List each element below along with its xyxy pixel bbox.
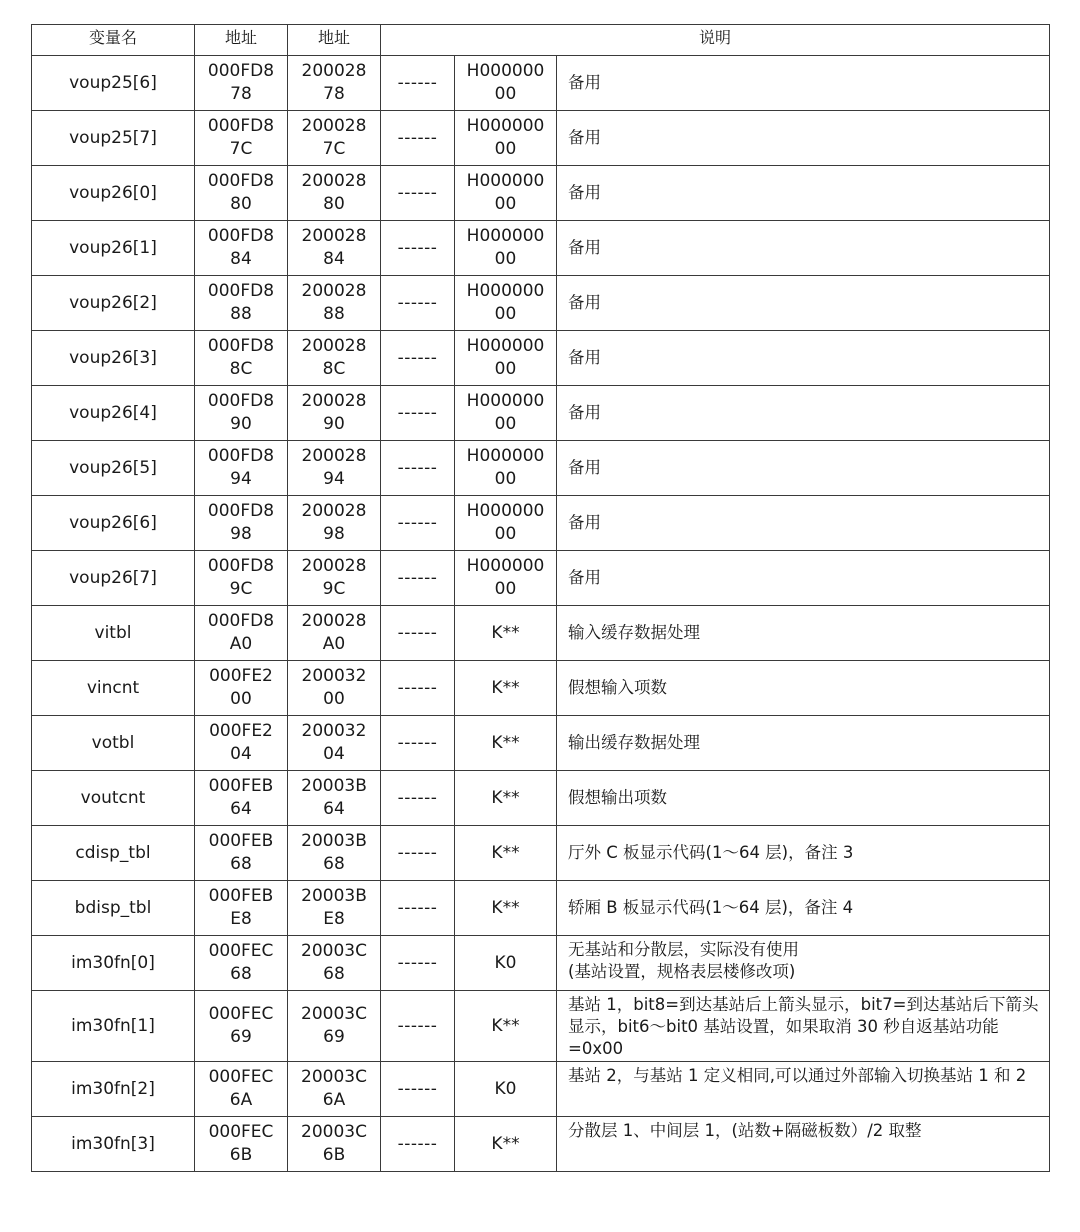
- value-cell-text: H00000000: [466, 556, 545, 599]
- address-2-cell-text: 20002890: [301, 391, 367, 434]
- address-2-cell: [288, 496, 381, 551]
- address-2-cell-text: 200028A0: [301, 611, 367, 654]
- placeholder-dash-cell: ------: [381, 936, 455, 991]
- address-1-cell: [195, 441, 288, 496]
- table-row: [32, 991, 1050, 1062]
- variable-table: [31, 24, 1050, 1172]
- table-row: [32, 771, 1050, 826]
- address-2-cell: [288, 1117, 381, 1172]
- placeholder-dash-cell: ------: [381, 551, 455, 606]
- address-1-cell: [195, 1117, 288, 1172]
- table-row: [32, 1117, 1050, 1172]
- address-1-cell-text: 000FEBE8: [208, 886, 274, 929]
- address-1-cell-text: 000FD880: [207, 171, 275, 214]
- address-2-cell-text: 20003B64: [301, 776, 367, 819]
- address-2-cell-text: 20003C6B: [301, 1122, 367, 1165]
- description-cell: 厅外 C 板显示代码(1～64 层)，备注 3: [557, 826, 1050, 881]
- value-cell-text: H00000000: [466, 336, 545, 379]
- description-cell: 轿厢 B 板显示代码(1～64 层)，备注 4: [557, 881, 1050, 936]
- address-1-cell-text: 000FD884: [207, 226, 275, 269]
- value-cell-text: H00000000: [466, 446, 545, 489]
- table-row: [32, 441, 1050, 496]
- variable-name-cell: voup25[6]: [32, 56, 195, 111]
- address-2-cell: [288, 221, 381, 276]
- address-2-cell: [288, 936, 381, 991]
- address-2-cell: [288, 276, 381, 331]
- value-cell: K**: [455, 826, 557, 881]
- value-cell: [455, 331, 557, 386]
- value-cell: K0: [455, 936, 557, 991]
- variable-name-cell: voup26[5]: [32, 441, 195, 496]
- table-row: [32, 1062, 1050, 1117]
- placeholder-dash-cell: ------: [381, 166, 455, 221]
- address-1-cell: [195, 991, 288, 1062]
- address-2-cell: [288, 771, 381, 826]
- variable-name-cell: im30fn[2]: [32, 1062, 195, 1117]
- value-cell-text: H00000000: [466, 61, 545, 104]
- address-2-cell-text: 20003C6A: [301, 1067, 367, 1110]
- value-cell: K**: [455, 606, 557, 661]
- address-2-cell-text: 20002880: [301, 171, 367, 214]
- variable-name-cell: voup25[7]: [32, 111, 195, 166]
- value-cell: [455, 441, 557, 496]
- address-1-cell: [195, 1062, 288, 1117]
- address-2-cell: [288, 661, 381, 716]
- address-1-cell-text: 000FD898: [207, 501, 275, 544]
- description-cell: 基站 2，与基站 1 定义相同,可以通过外部输入切换基站 1 和 2: [557, 1062, 1050, 1117]
- address-2-cell: [288, 991, 381, 1062]
- table-row: [32, 166, 1050, 221]
- address-2-cell-text: 2000288C: [301, 336, 367, 379]
- address-2-cell-text: 20003200: [301, 666, 367, 709]
- address-2-cell: [288, 331, 381, 386]
- address-1-cell-text: 000FEC68: [208, 941, 274, 984]
- address-1-cell: [195, 771, 288, 826]
- value-cell: K**: [455, 771, 557, 826]
- address-1-cell: [195, 56, 288, 111]
- variable-name-cell: voup26[0]: [32, 166, 195, 221]
- description-cell: 无基站和分散层，实际没有使用 (基站设置，规格表层楼修改项): [557, 936, 1050, 991]
- address-1-cell-text: 000FE204: [209, 721, 273, 764]
- address-2-cell: [288, 441, 381, 496]
- placeholder-dash-cell: ------: [381, 276, 455, 331]
- address-1-cell: [195, 496, 288, 551]
- value-cell: [455, 496, 557, 551]
- address-2-cell-text: 2000287C: [301, 116, 367, 159]
- address-1-cell-text: 000FE200: [209, 666, 273, 709]
- address-2-cell-text: 20002888: [301, 281, 367, 324]
- address-1-cell: [195, 166, 288, 221]
- table-row: [32, 551, 1050, 606]
- variable-name-cell: voup26[1]: [32, 221, 195, 276]
- value-cell-text: H00000000: [466, 226, 545, 269]
- address-1-cell-text: 000FD8A0: [207, 611, 275, 654]
- value-cell: [455, 221, 557, 276]
- placeholder-dash-cell: ------: [381, 1062, 455, 1117]
- placeholder-dash-cell: ------: [381, 386, 455, 441]
- address-2-cell-text: 20003C68: [301, 941, 367, 984]
- value-cell: [455, 111, 557, 166]
- description-cell: 假想输入项数: [557, 661, 1050, 716]
- value-cell: K**: [455, 1117, 557, 1172]
- address-2-cell: [288, 111, 381, 166]
- header-address-2: 地址: [288, 25, 381, 56]
- table-header-row: [32, 25, 1050, 56]
- address-1-cell: [195, 661, 288, 716]
- value-cell-text: H00000000: [466, 281, 545, 324]
- address-1-cell-text: 000FEB64: [208, 776, 274, 819]
- address-2-cell: [288, 386, 381, 441]
- address-1-cell: [195, 551, 288, 606]
- table-body: [32, 56, 1050, 1172]
- table-row: [32, 221, 1050, 276]
- variable-name-cell: vitbl: [32, 606, 195, 661]
- table-row: [32, 496, 1050, 551]
- variable-name-cell: vincnt: [32, 661, 195, 716]
- placeholder-dash-cell: ------: [381, 1117, 455, 1172]
- value-cell: [455, 166, 557, 221]
- table-row: [32, 661, 1050, 716]
- address-1-cell-text: 000FD87C: [207, 116, 275, 159]
- address-1-cell: [195, 606, 288, 661]
- header-variable-name: 变量名: [32, 25, 195, 56]
- value-cell: K**: [455, 881, 557, 936]
- placeholder-dash-cell: ------: [381, 991, 455, 1062]
- description-cell: 输出缓存数据处理: [557, 716, 1050, 771]
- description-cell: 备用: [557, 496, 1050, 551]
- placeholder-dash-cell: ------: [381, 331, 455, 386]
- address-1-cell-text: 000FD894: [207, 446, 275, 489]
- description-cell: 备用: [557, 386, 1050, 441]
- table-row: [32, 276, 1050, 331]
- placeholder-dash-cell: ------: [381, 496, 455, 551]
- variable-name-cell: voutcnt: [32, 771, 195, 826]
- address-1-cell-text: 000FD890: [207, 391, 275, 434]
- description-cell: 分散层 1、中间层 1，(站数+隔磁板数）/2 取整: [557, 1117, 1050, 1172]
- address-1-cell: [195, 826, 288, 881]
- variable-name-cell: bdisp_tbl: [32, 881, 195, 936]
- address-2-cell: [288, 56, 381, 111]
- address-2-cell-text: 20003C69: [301, 1004, 367, 1047]
- variable-name-cell: votbl: [32, 716, 195, 771]
- address-1-cell-text: 000FD89C: [207, 556, 275, 599]
- address-2-cell: [288, 1062, 381, 1117]
- value-cell: K0: [455, 1062, 557, 1117]
- address-2-cell-text: 20003204: [301, 721, 367, 764]
- address-2-cell: [288, 606, 381, 661]
- variable-name-cell: im30fn[0]: [32, 936, 195, 991]
- header-description: 说明: [381, 25, 1050, 56]
- placeholder-dash-cell: ------: [381, 606, 455, 661]
- address-1-cell-text: 000FD878: [207, 61, 275, 104]
- address-1-cell: [195, 221, 288, 276]
- address-2-cell-text: 20003BE8: [301, 886, 367, 929]
- value-cell: K**: [455, 716, 557, 771]
- value-cell-text: H00000000: [466, 116, 545, 159]
- address-2-cell-text: 20002878: [301, 61, 367, 104]
- header-address-1: 地址: [195, 25, 288, 56]
- address-1-cell-text: 000FD88C: [207, 336, 275, 379]
- description-cell: 备用: [557, 111, 1050, 166]
- description-cell: 备用: [557, 166, 1050, 221]
- address-1-cell-text: 000FEB68: [208, 831, 274, 874]
- description-cell: 备用: [557, 331, 1050, 386]
- variable-name-cell: cdisp_tbl: [32, 826, 195, 881]
- address-1-cell: [195, 331, 288, 386]
- address-1-cell: [195, 881, 288, 936]
- table-row: [32, 826, 1050, 881]
- address-2-cell: [288, 551, 381, 606]
- value-cell-text: H00000000: [466, 391, 545, 434]
- value-cell: K**: [455, 991, 557, 1062]
- description-cell: 假想输出项数: [557, 771, 1050, 826]
- value-cell: K**: [455, 661, 557, 716]
- value-cell: [455, 276, 557, 331]
- address-1-cell: [195, 111, 288, 166]
- table-row: [32, 111, 1050, 166]
- variable-name-cell: voup26[4]: [32, 386, 195, 441]
- address-2-cell-text: 20003B68: [301, 831, 367, 874]
- variable-name-cell: voup26[6]: [32, 496, 195, 551]
- description-cell: 输入缓存数据处理: [557, 606, 1050, 661]
- address-1-cell-text: 000FEC6A: [208, 1067, 274, 1110]
- placeholder-dash-cell: ------: [381, 661, 455, 716]
- description-cell: 备用: [557, 276, 1050, 331]
- placeholder-dash-cell: ------: [381, 221, 455, 276]
- address-1-cell: [195, 386, 288, 441]
- placeholder-dash-cell: ------: [381, 881, 455, 936]
- description-cell: 备用: [557, 551, 1050, 606]
- table-row: [32, 606, 1050, 661]
- variable-name-cell: voup26[2]: [32, 276, 195, 331]
- description-cell: 备用: [557, 56, 1050, 111]
- table-row: [32, 56, 1050, 111]
- variable-name-cell: voup26[7]: [32, 551, 195, 606]
- placeholder-dash-cell: ------: [381, 826, 455, 881]
- table-row: [32, 331, 1050, 386]
- address-2-cell: [288, 881, 381, 936]
- table-row: [32, 716, 1050, 771]
- address-1-cell-text: 000FEC6B: [208, 1122, 274, 1165]
- description-cell: 基站 1，bit8=到达基站后上箭头显示，bit7=到达基站后下箭头显示，bit6～bit0 基站设置，如果取消 30 秒自返基站功能=0x00: [557, 991, 1050, 1062]
- address-2-cell-text: 20002884: [301, 226, 367, 269]
- table-row: [32, 881, 1050, 936]
- address-2-cell-text: 20002898: [301, 501, 367, 544]
- address-1-cell: [195, 276, 288, 331]
- address-1-cell: [195, 936, 288, 991]
- value-cell-text: H00000000: [466, 501, 545, 544]
- address-2-cell-text: 2000289C: [301, 556, 367, 599]
- placeholder-dash-cell: ------: [381, 56, 455, 111]
- address-2-cell: [288, 166, 381, 221]
- table-row: [32, 386, 1050, 441]
- value-cell: [455, 551, 557, 606]
- variable-name-cell: im30fn[3]: [32, 1117, 195, 1172]
- placeholder-dash-cell: ------: [381, 441, 455, 496]
- placeholder-dash-cell: ------: [381, 771, 455, 826]
- value-cell-text: H00000000: [466, 171, 545, 214]
- address-2-cell: [288, 826, 381, 881]
- variable-name-cell: im30fn[1]: [32, 991, 195, 1062]
- address-1-cell-text: 000FEC69: [208, 1004, 274, 1047]
- address-1-cell: [195, 716, 288, 771]
- address-2-cell-text: 20002894: [301, 446, 367, 489]
- address-2-cell: [288, 716, 381, 771]
- variable-name-cell: voup26[3]: [32, 331, 195, 386]
- placeholder-dash-cell: ------: [381, 716, 455, 771]
- table-row: [32, 936, 1050, 991]
- value-cell: [455, 56, 557, 111]
- address-1-cell-text: 000FD888: [207, 281, 275, 324]
- value-cell: [455, 386, 557, 441]
- description-cell: 备用: [557, 221, 1050, 276]
- description-cell: 备用: [557, 441, 1050, 496]
- placeholder-dash-cell: ------: [381, 111, 455, 166]
